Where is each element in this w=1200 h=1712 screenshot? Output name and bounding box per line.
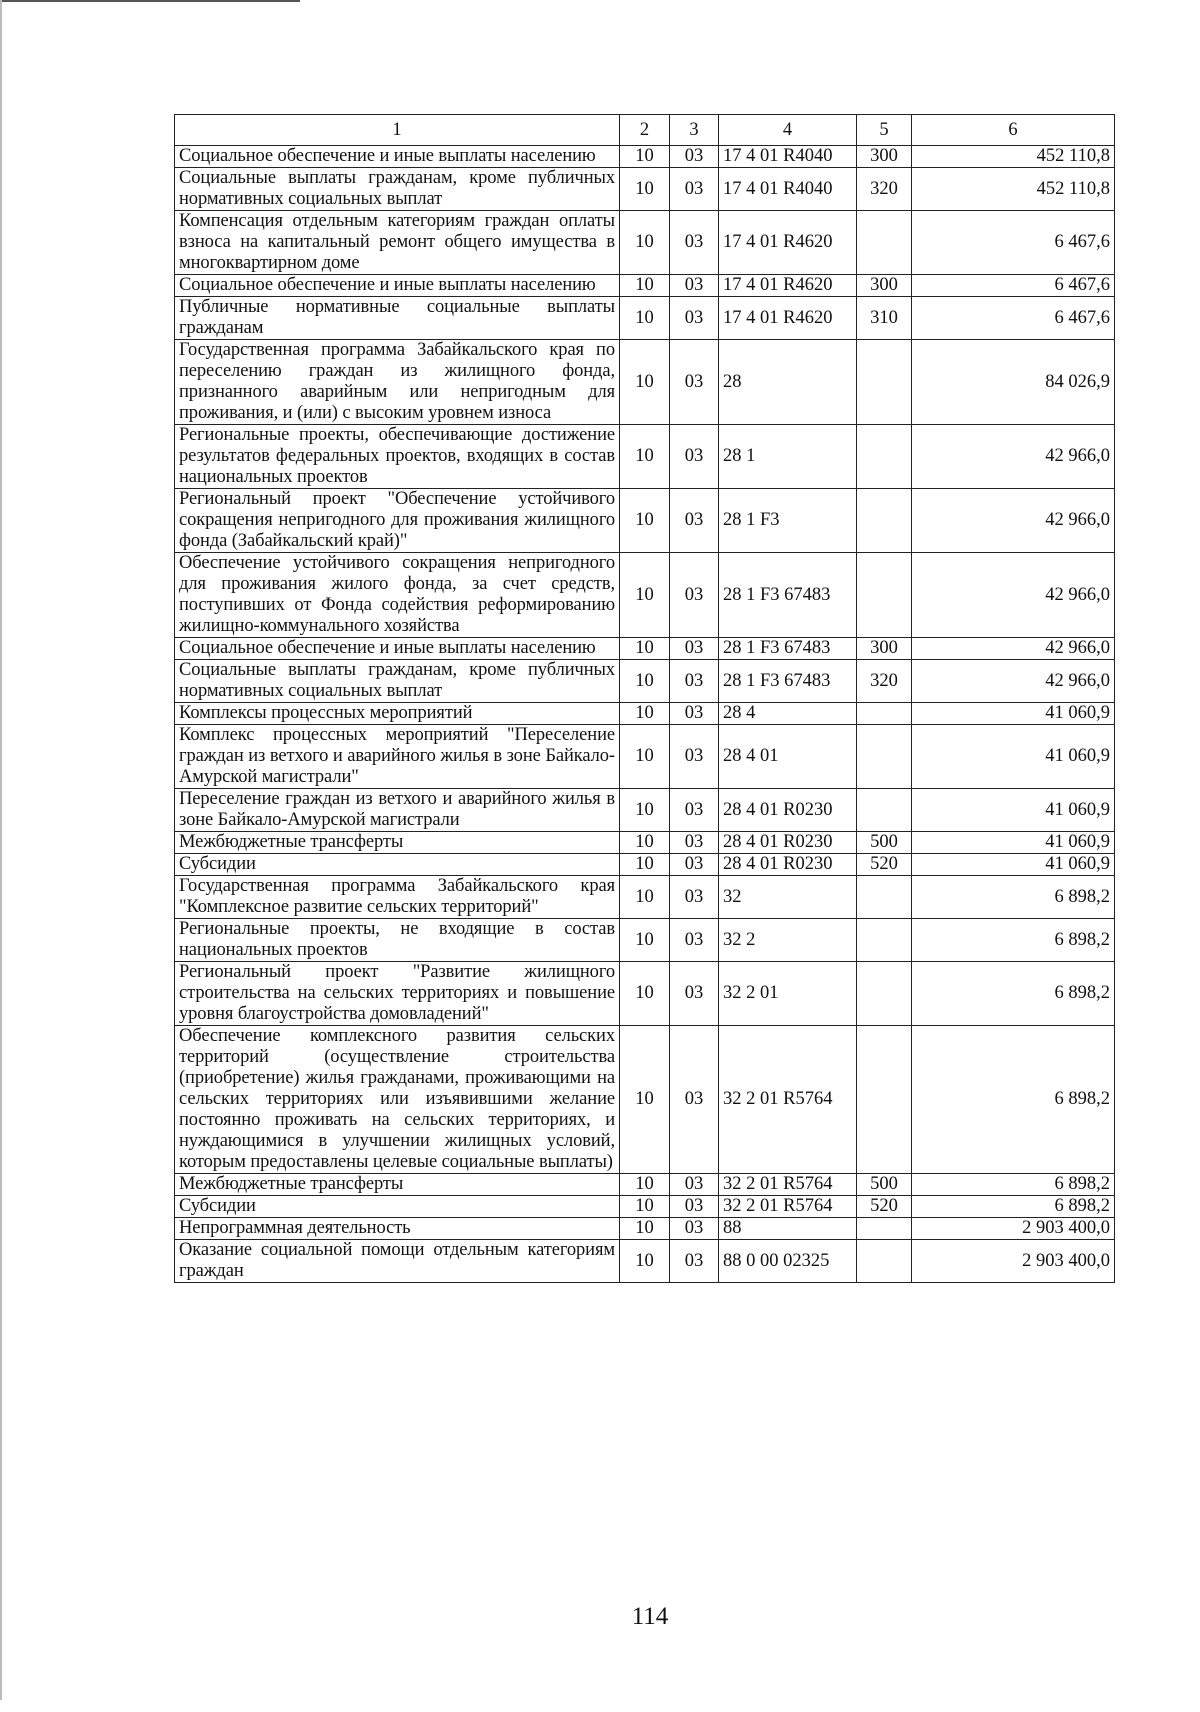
row-name: Компенсация отдельным категориям граждан оплаты взноса на капитальный ремонт общего имущества в многоквартирном доме (175, 211, 620, 275)
table-row (175, 297, 1115, 340)
table-row (175, 146, 1115, 168)
row-expense-type: 300 (857, 638, 912, 660)
row-amount: 41 060,9 (912, 854, 1115, 876)
row-section: 10 (620, 962, 670, 1026)
row-name: Государственная программа Забайкальского края по переселению граждан из жилищного фонда, признанного аварийным или непригодным для проживания, и (или) с высоким уровнем износа (175, 340, 620, 425)
row-section: 10 (620, 168, 670, 211)
row-expense-type (857, 1240, 912, 1283)
row-target-article: 17 4 01 R4620 (719, 211, 857, 275)
table-row (175, 962, 1115, 1026)
row-expense-type: 300 (857, 146, 912, 168)
row-name: Региональный проект "Обеспечение устойчивого сокращения непригодного для проживания жилищного фонда (Забайкальский край)" (175, 489, 620, 553)
table-row (175, 1218, 1115, 1240)
row-expense-type (857, 425, 912, 489)
row-section: 10 (620, 489, 670, 553)
column-header: 3 (670, 115, 719, 146)
row-amount: 41 060,9 (912, 789, 1115, 832)
row-section: 10 (620, 876, 670, 919)
table-row (175, 211, 1115, 275)
page-number: 114 (631, 1603, 669, 1630)
row-amount: 42 966,0 (912, 489, 1115, 553)
row-expense-type (857, 1026, 912, 1174)
row-subsection: 03 (670, 1240, 719, 1283)
row-subsection: 03 (670, 876, 719, 919)
table-row (175, 638, 1115, 660)
budget-table (174, 114, 1115, 1283)
row-target-article: 28 1 (719, 425, 857, 489)
row-target-article: 32 (719, 876, 857, 919)
row-name: Обеспечение комплексного развития сельских территорий (осуществление строительства (приобретение) жилья гражданами, проживающими на сельских территориях или изъявившими желание постоянно проживать на сельских территориях, и нуждающимися в улучшении жилищных условий, которым предоставлены целевые социальные выплаты) (175, 1026, 620, 1174)
row-subsection: 03 (670, 1196, 719, 1218)
row-expense-type (857, 703, 912, 725)
row-expense-type (857, 211, 912, 275)
table-row (175, 876, 1115, 919)
column-header: 2 (620, 115, 670, 146)
row-subsection: 03 (670, 1174, 719, 1196)
row-subsection: 03 (670, 553, 719, 638)
row-expense-type: 300 (857, 275, 912, 297)
row-name: Публичные нормативные социальные выплаты гражданам (175, 297, 620, 340)
row-section: 10 (620, 1240, 670, 1283)
row-section: 10 (620, 919, 670, 962)
row-amount: 2 903 400,0 (912, 1218, 1115, 1240)
row-amount: 6 467,6 (912, 275, 1115, 297)
row-section: 10 (620, 725, 670, 789)
row-subsection: 03 (670, 168, 719, 211)
row-amount: 42 966,0 (912, 553, 1115, 638)
row-section: 10 (620, 146, 670, 168)
row-section: 10 (620, 211, 670, 275)
row-section: 10 (620, 340, 670, 425)
row-subsection: 03 (670, 489, 719, 553)
row-name: Региональные проекты, обеспечивающие достижение результатов федеральных проектов, входящих в состав национальных проектов (175, 425, 620, 489)
table-row (175, 725, 1115, 789)
row-amount: 42 966,0 (912, 638, 1115, 660)
row-name: Региональный проект "Развитие жилищного строительства на сельских территориях и повышение уровня благоустройства домовладений" (175, 962, 620, 1026)
row-amount: 41 060,9 (912, 703, 1115, 725)
row-expense-type: 500 (857, 1174, 912, 1196)
row-name: Межбюджетные трансферты (175, 1174, 620, 1196)
row-expense-type: 520 (857, 1196, 912, 1218)
table-row (175, 1026, 1115, 1174)
table-row (175, 919, 1115, 962)
row-amount: 6 467,6 (912, 211, 1115, 275)
row-subsection: 03 (670, 297, 719, 340)
table-row (175, 1240, 1115, 1283)
row-target-article: 32 2 01 R5764 (719, 1026, 857, 1174)
table-row (175, 703, 1115, 725)
row-target-article: 17 4 01 R4040 (719, 168, 857, 211)
table-row (175, 275, 1115, 297)
row-section: 10 (620, 660, 670, 703)
row-subsection: 03 (670, 789, 719, 832)
row-amount: 6 898,2 (912, 962, 1115, 1026)
row-name: Социальные выплаты гражданам, кроме публичных нормативных социальных выплат (175, 660, 620, 703)
row-expense-type: 310 (857, 297, 912, 340)
row-target-article: 28 (719, 340, 857, 425)
row-target-article: 32 2 01 (719, 962, 857, 1026)
row-section: 10 (620, 1218, 670, 1240)
row-expense-type (857, 1218, 912, 1240)
row-section: 10 (620, 703, 670, 725)
row-expense-type (857, 553, 912, 638)
row-target-article: 28 4 01 R0230 (719, 832, 857, 854)
column-header: 1 (175, 115, 620, 146)
row-subsection: 03 (670, 146, 719, 168)
row-target-article: 17 4 01 R4040 (719, 146, 857, 168)
table-row (175, 489, 1115, 553)
row-expense-type (857, 489, 912, 553)
row-target-article: 28 4 (719, 703, 857, 725)
row-subsection: 03 (670, 1026, 719, 1174)
row-amount: 452 110,8 (912, 168, 1115, 211)
row-amount: 42 966,0 (912, 425, 1115, 489)
row-section: 10 (620, 789, 670, 832)
row-subsection: 03 (670, 340, 719, 425)
row-subsection: 03 (670, 660, 719, 703)
row-expense-type: 500 (857, 832, 912, 854)
row-subsection: 03 (670, 211, 719, 275)
row-amount: 6 898,2 (912, 1174, 1115, 1196)
row-amount: 6 898,2 (912, 1196, 1115, 1218)
row-amount: 6 467,6 (912, 297, 1115, 340)
row-expense-type (857, 876, 912, 919)
row-amount: 41 060,9 (912, 725, 1115, 789)
row-expense-type: 320 (857, 660, 912, 703)
row-target-article: 88 0 00 02325 (719, 1240, 857, 1283)
row-name: Социальные выплаты гражданам, кроме публичных нормативных социальных выплат (175, 168, 620, 211)
row-amount: 6 898,2 (912, 876, 1115, 919)
table-row (175, 168, 1115, 211)
row-name: Обеспечение устойчивого сокращения непригодного для проживания жилого фонда, за счет средств, поступивших от Фонда содействия реформированию жилищно-коммунального хозяйства (175, 553, 620, 638)
row-section: 10 (620, 275, 670, 297)
row-name: Социальное обеспечение и иные выплаты населению (175, 146, 620, 168)
row-section: 10 (620, 1026, 670, 1174)
table-row (175, 854, 1115, 876)
row-name: Социальное обеспечение и иные выплаты населению (175, 638, 620, 660)
row-target-article: 28 1 F3 (719, 489, 857, 553)
row-section: 10 (620, 1196, 670, 1218)
row-expense-type: 520 (857, 854, 912, 876)
row-amount: 6 898,2 (912, 1026, 1115, 1174)
row-amount: 41 060,9 (912, 832, 1115, 854)
table-row (175, 1174, 1115, 1196)
row-target-article: 32 2 01 R5764 (719, 1174, 857, 1196)
row-target-article: 17 4 01 R4620 (719, 297, 857, 340)
row-name: Непрограммная деятельность (175, 1218, 620, 1240)
row-name: Комплекс процессных мероприятий "Переселение граждан из ветхого и аварийного жилья в зоне Байкало-Амурской магистрали" (175, 725, 620, 789)
scan-artifact-line (0, 0, 300, 2)
row-target-article: 28 1 F3 67483 (719, 553, 857, 638)
row-name: Региональные проекты, не входящие в состав национальных проектов (175, 919, 620, 962)
row-subsection: 03 (670, 919, 719, 962)
row-name: Переселение граждан из ветхого и аварийного жилья в зоне Байкало-Амурской магистрали (175, 789, 620, 832)
row-amount: 2 903 400,0 (912, 1240, 1115, 1283)
row-subsection: 03 (670, 703, 719, 725)
row-section: 10 (620, 638, 670, 660)
row-target-article: 28 4 01 R0230 (719, 789, 857, 832)
row-target-article: 28 4 01 R0230 (719, 854, 857, 876)
row-subsection: 03 (670, 832, 719, 854)
table-row (175, 425, 1115, 489)
row-target-article: 28 4 01 (719, 725, 857, 789)
table-row (175, 553, 1115, 638)
row-expense-type (857, 340, 912, 425)
row-subsection: 03 (670, 425, 719, 489)
row-target-article: 28 1 F3 67483 (719, 638, 857, 660)
table-row (175, 1196, 1115, 1218)
row-subsection: 03 (670, 854, 719, 876)
row-amount: 42 966,0 (912, 660, 1115, 703)
row-target-article: 17 4 01 R4620 (719, 275, 857, 297)
table-body (175, 146, 1115, 1283)
row-target-article: 28 1 F3 67483 (719, 660, 857, 703)
row-section: 10 (620, 854, 670, 876)
row-expense-type (857, 725, 912, 789)
row-expense-type (857, 962, 912, 1026)
row-section: 10 (620, 425, 670, 489)
row-expense-type: 320 (857, 168, 912, 211)
row-expense-type (857, 789, 912, 832)
row-subsection: 03 (670, 275, 719, 297)
row-name: Оказание социальной помощи отдельным категориям граждан (175, 1240, 620, 1283)
row-subsection: 03 (670, 725, 719, 789)
table-row (175, 789, 1115, 832)
table-row (175, 832, 1115, 854)
row-subsection: 03 (670, 1218, 719, 1240)
row-subsection: 03 (670, 962, 719, 1026)
row-amount: 84 026,9 (912, 340, 1115, 425)
table-row (175, 340, 1115, 425)
scan-artifact-edge (0, 0, 2, 1700)
column-header: 5 (857, 115, 912, 146)
row-target-article: 32 2 01 R5764 (719, 1196, 857, 1218)
row-name: Государственная программа Забайкальского края "Комплексное развитие сельских территорий" (175, 876, 620, 919)
row-name: Социальное обеспечение и иные выплаты населению (175, 275, 620, 297)
row-name: Комплексы процессных мероприятий (175, 703, 620, 725)
row-name: Субсидии (175, 854, 620, 876)
row-target-article: 32 2 (719, 919, 857, 962)
row-section: 10 (620, 832, 670, 854)
table-header-row (175, 115, 1115, 146)
row-amount: 6 898,2 (912, 919, 1115, 962)
row-section: 10 (620, 297, 670, 340)
row-section: 10 (620, 1174, 670, 1196)
row-expense-type (857, 919, 912, 962)
column-header: 6 (912, 115, 1115, 146)
table-row (175, 660, 1115, 703)
row-section: 10 (620, 553, 670, 638)
row-subsection: 03 (670, 638, 719, 660)
row-name: Субсидии (175, 1196, 620, 1218)
column-header: 4 (719, 115, 857, 146)
row-name: Межбюджетные трансферты (175, 832, 620, 854)
row-amount: 452 110,8 (912, 146, 1115, 168)
row-target-article: 88 (719, 1218, 857, 1240)
